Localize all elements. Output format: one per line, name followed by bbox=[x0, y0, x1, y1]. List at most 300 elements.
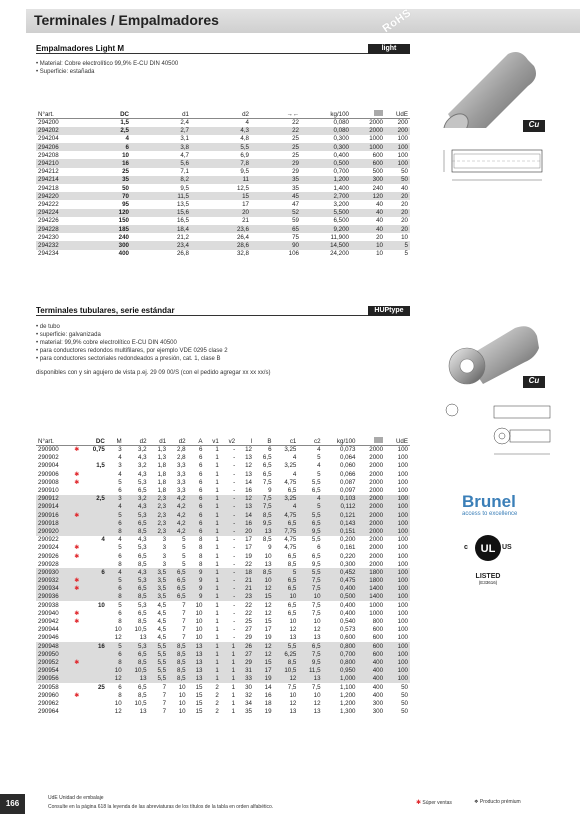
table-cell: 6,5 bbox=[124, 519, 149, 527]
table-row bbox=[36, 135, 410, 143]
table-cell bbox=[82, 691, 107, 699]
table-row bbox=[36, 446, 410, 454]
table-row bbox=[36, 609, 410, 617]
table-cell: 3 bbox=[107, 495, 124, 503]
table-cell: 11,900 bbox=[330, 233, 349, 241]
table-row bbox=[36, 568, 410, 576]
table-cell: 294218 bbox=[38, 184, 59, 192]
table-cell bbox=[82, 658, 107, 666]
ul-c: c bbox=[464, 544, 468, 551]
star-marker: ✱ bbox=[74, 545, 80, 552]
table-cell: 6,5 bbox=[168, 568, 188, 576]
column-header: kg/100 bbox=[301, 110, 351, 119]
table-cell: 10 bbox=[195, 626, 203, 634]
table-cell: 0,500 bbox=[323, 593, 358, 601]
table-cell: 0,400 bbox=[340, 601, 356, 609]
table-cell: 6 bbox=[199, 462, 203, 470]
legend-premium-label: Producto prémium bbox=[479, 799, 521, 805]
table-cell: 100 bbox=[385, 658, 410, 666]
table-cell: 16 bbox=[264, 691, 272, 699]
table-cell: 8 bbox=[199, 560, 203, 568]
table-cell: 290940 bbox=[38, 609, 59, 617]
legend-premium bbox=[474, 799, 521, 805]
table-cell: 4,3 bbox=[124, 568, 149, 576]
table-cell: 100 bbox=[397, 151, 408, 159]
table-cell: 6 bbox=[118, 552, 122, 560]
table-cell: 10 bbox=[114, 626, 122, 634]
table-cell: 2000 bbox=[369, 470, 384, 478]
table-cell: 6 bbox=[199, 470, 203, 478]
table-cell: 3 bbox=[118, 462, 122, 470]
table-cell: 24,200 bbox=[330, 250, 349, 258]
huptype-tag: HUPtype bbox=[368, 306, 410, 316]
table-cell: 19 bbox=[264, 708, 272, 716]
table-cell: 20 bbox=[385, 225, 410, 233]
table-row bbox=[36, 503, 410, 511]
table-cell: 7 bbox=[182, 626, 186, 634]
table-cell: 6,5 bbox=[168, 593, 188, 601]
table-cell: 0,060 bbox=[340, 462, 356, 470]
table-cell: 5 bbox=[182, 552, 186, 560]
table-cell: 4,75 bbox=[284, 478, 297, 486]
table-cell: 3,3 bbox=[177, 487, 186, 495]
table-cell: 16 bbox=[91, 159, 131, 167]
table-cell: 6,5 bbox=[137, 487, 147, 495]
table-cell: 294234 bbox=[38, 250, 59, 258]
table-cell: 5 bbox=[107, 511, 124, 519]
table-cell: 294228 bbox=[36, 225, 91, 233]
table-cell: 25 bbox=[97, 683, 105, 691]
table-cell: 500 bbox=[372, 168, 383, 176]
table-cell: 290954 bbox=[36, 667, 74, 675]
table-cell: 33 bbox=[237, 675, 254, 683]
table-cell: 8 bbox=[199, 544, 203, 552]
table-cell: 4 bbox=[118, 454, 122, 462]
table-cell: 18,4 bbox=[131, 225, 191, 233]
table-cell: 6,9 bbox=[240, 151, 249, 159]
table-cell: 1 bbox=[215, 487, 219, 495]
table-row bbox=[36, 577, 410, 585]
table-cell: 13 bbox=[289, 634, 297, 642]
star-marker: ✱ bbox=[74, 471, 80, 478]
table-cell: 9 bbox=[188, 577, 205, 585]
star-marker: ✱ bbox=[74, 577, 82, 585]
star-marker: ✱ bbox=[74, 610, 80, 617]
table-cell: 5,5 bbox=[311, 478, 321, 486]
table-cell: 13 bbox=[313, 634, 321, 642]
table-cell: 29 bbox=[237, 658, 254, 666]
table-cell: 8 bbox=[107, 593, 124, 601]
table-cell: 13 bbox=[245, 454, 252, 462]
table-cell: 4,3 bbox=[124, 503, 149, 511]
table-cell: 4,5 bbox=[157, 618, 167, 626]
table-cell: 4,7 bbox=[180, 151, 189, 159]
table-cell: 10 bbox=[264, 552, 272, 560]
table-cell: 16,5 bbox=[176, 217, 189, 225]
table-cell: 1,200 bbox=[340, 691, 356, 699]
table-cell: 100 bbox=[385, 667, 410, 675]
table-cell: 3,3 bbox=[177, 470, 186, 478]
table-cell: 240 bbox=[372, 184, 383, 192]
table-cell: 4,2 bbox=[168, 511, 188, 519]
table-row bbox=[36, 552, 410, 560]
table-cell: 6 bbox=[118, 683, 122, 691]
table-cell: 12 bbox=[245, 446, 252, 454]
table-cell: - bbox=[233, 487, 236, 495]
table-row bbox=[36, 209, 410, 217]
table-cell: 5 bbox=[404, 250, 408, 258]
table-cell: 290936 bbox=[36, 593, 74, 601]
table-cell: 29 bbox=[245, 634, 252, 642]
table-cell: 4 bbox=[245, 119, 249, 127]
table-cell: 0,087 bbox=[340, 478, 356, 486]
table-cell: 3,2 bbox=[124, 495, 149, 503]
table-cell: 4 bbox=[107, 568, 124, 576]
table-cell: 13 bbox=[188, 675, 205, 683]
table-cell: 294210 bbox=[36, 159, 91, 167]
column-header: M bbox=[107, 437, 124, 446]
table-cell: 100 bbox=[397, 634, 408, 642]
table-cell: 7 bbox=[162, 708, 167, 716]
table-cell: 0,151 bbox=[323, 527, 358, 535]
table-cell: 7,5 bbox=[311, 609, 321, 617]
table-cell: 5,5 bbox=[149, 667, 169, 675]
box-icon bbox=[374, 110, 383, 116]
listed-label: LISTED bbox=[475, 573, 501, 580]
table-cell: 3,25 bbox=[284, 462, 297, 470]
table-cell: 40 bbox=[351, 209, 385, 217]
table-cell: 290910 bbox=[38, 487, 59, 495]
table-cell: 294224 bbox=[36, 209, 91, 217]
table-cell: 8,5 bbox=[168, 650, 188, 658]
table-cell: 8 bbox=[107, 527, 124, 535]
table-row bbox=[36, 544, 410, 552]
table-cell: 10 bbox=[107, 667, 124, 675]
table-row bbox=[36, 650, 410, 658]
table-cell: 27 bbox=[237, 650, 254, 658]
table-cell: - bbox=[221, 568, 237, 576]
table-cell: 3 bbox=[162, 560, 167, 568]
table-row bbox=[36, 176, 410, 184]
page-header bbox=[26, 9, 580, 33]
table-cell: 5,5 bbox=[149, 675, 169, 683]
table-cell: 22 bbox=[292, 119, 299, 127]
table-cell: 8,2 bbox=[131, 176, 191, 184]
table-cell: 100 bbox=[397, 626, 408, 634]
table-cell: 4,5 bbox=[157, 601, 167, 609]
table-cell: - bbox=[221, 577, 237, 585]
table-cell: 2,5 bbox=[91, 127, 131, 135]
table-cell: 290938 bbox=[38, 601, 59, 609]
terminal-table bbox=[36, 437, 410, 716]
table-cell: 0,143 bbox=[323, 519, 358, 527]
table-cell: 4 bbox=[101, 536, 105, 544]
table-cell: 4,5 bbox=[157, 634, 167, 642]
table-cell: 40 bbox=[351, 225, 385, 233]
table-cell: 30 bbox=[245, 683, 252, 691]
table-cell: - bbox=[233, 536, 236, 544]
column-header: DC bbox=[91, 110, 131, 119]
table-cell: 5,5 bbox=[149, 658, 169, 666]
table-cell: 3,1 bbox=[180, 135, 189, 143]
table-cell: 16 bbox=[82, 642, 107, 650]
table-cell: 10 bbox=[97, 601, 105, 609]
table-cell: 7 bbox=[162, 683, 167, 691]
table-cell bbox=[82, 667, 107, 675]
table-cell: 2000 bbox=[369, 487, 384, 495]
table-cell: 5,3 bbox=[124, 511, 149, 519]
table-cell: 294208 bbox=[38, 151, 59, 159]
table-cell: 0,161 bbox=[340, 544, 356, 552]
table-cell: 19 bbox=[254, 675, 274, 683]
table-cell: 1 bbox=[204, 568, 220, 576]
table-cell: 6,5 bbox=[137, 609, 147, 617]
star-marker bbox=[74, 699, 82, 707]
table-cell: 0,097 bbox=[340, 487, 356, 495]
table-cell bbox=[82, 626, 107, 634]
table-cell: 200 bbox=[385, 127, 410, 135]
table-cell: 1,8 bbox=[157, 487, 167, 495]
table-row bbox=[36, 486, 410, 494]
table-row bbox=[36, 119, 410, 127]
table-cell: 2,7 bbox=[131, 127, 191, 135]
table-cell: 4 bbox=[118, 470, 122, 478]
table-cell: 3 bbox=[162, 536, 167, 544]
table-cell bbox=[82, 503, 107, 511]
table-cell: 100 bbox=[397, 544, 408, 552]
table-cell: 6 bbox=[199, 487, 203, 495]
table-cell: 7,75 bbox=[274, 527, 299, 535]
table-cell: 11,5 bbox=[131, 192, 191, 200]
table-cell: 290952 bbox=[36, 658, 74, 666]
star-marker bbox=[74, 667, 82, 675]
table-cell: 2000 bbox=[358, 527, 386, 535]
table-cell bbox=[82, 634, 107, 642]
table-cell: 5,3 bbox=[137, 601, 147, 609]
table-cell: 1,100 bbox=[340, 683, 356, 691]
table-cell: 294212 bbox=[38, 168, 59, 176]
table-cell: 300 bbox=[372, 699, 384, 707]
table-cell: 1,8 bbox=[157, 470, 167, 478]
table-cell: 1,000 bbox=[323, 675, 358, 683]
table-cell: 8 bbox=[107, 658, 124, 666]
table-cell: 6,5 bbox=[124, 650, 149, 658]
table-cell: 20 bbox=[376, 233, 383, 241]
table-cell: 5,3 bbox=[124, 642, 149, 650]
table-cell: 6,5 bbox=[287, 601, 297, 609]
table-cell: 3,25 bbox=[274, 495, 299, 503]
table-cell: 21,2 bbox=[176, 233, 189, 241]
table-cell: 5,3 bbox=[137, 478, 147, 486]
table-cell: 0,400 bbox=[323, 585, 358, 593]
table-cell: 1 bbox=[204, 642, 220, 650]
table-cell: 13 bbox=[254, 527, 274, 535]
table-cell: 0,700 bbox=[333, 168, 349, 176]
table-cell: 10 bbox=[401, 233, 408, 241]
table-row bbox=[36, 168, 410, 176]
table-cell: 2000 bbox=[369, 552, 384, 560]
table-cell: 65 bbox=[251, 225, 301, 233]
table-cell: 1,200 bbox=[301, 176, 351, 184]
table-cell: 5 bbox=[385, 241, 410, 249]
table-cell: 10 bbox=[376, 250, 383, 258]
premium-icon: ❖ bbox=[474, 799, 479, 805]
table-cell: 0,75 bbox=[92, 446, 105, 454]
table-cell: 5,3 bbox=[137, 544, 147, 552]
table-cell: 22 bbox=[251, 127, 301, 135]
ul-listed-logo bbox=[464, 532, 512, 588]
table-cell: 100 bbox=[397, 454, 408, 462]
table-cell: 6 bbox=[188, 511, 205, 519]
table-row bbox=[36, 159, 410, 167]
table-cell: 2000 bbox=[358, 511, 386, 519]
table-cell: 8,5 bbox=[124, 527, 149, 535]
table-cell: 8,5 bbox=[168, 667, 188, 675]
star-marker: ✱ bbox=[74, 692, 80, 699]
table-cell: 52 bbox=[251, 209, 301, 217]
table-cell: 4,3 bbox=[191, 127, 251, 135]
table-cell: 22 bbox=[245, 560, 252, 568]
table-cell: 9 bbox=[268, 544, 272, 552]
table-cell: 0,200 bbox=[340, 536, 356, 544]
table-row bbox=[36, 184, 410, 192]
legend-bestseller-label: Súper ventas bbox=[422, 800, 452, 806]
table-cell: 26,4 bbox=[236, 233, 249, 241]
star-marker bbox=[74, 568, 82, 576]
table-cell: 300 bbox=[351, 176, 385, 184]
table-cell bbox=[82, 470, 107, 478]
table-cell: 0,950 bbox=[323, 667, 358, 675]
table-cell: 0,066 bbox=[340, 470, 356, 478]
table-cell: 4 bbox=[125, 135, 129, 143]
table-cell: 9,5 bbox=[298, 658, 322, 666]
table-cell: 2000 bbox=[351, 127, 385, 135]
page-title: Terminales / Empalmadores bbox=[34, 12, 219, 28]
table-cell: 7,5 bbox=[287, 683, 297, 691]
table-cell: 200 bbox=[397, 119, 408, 127]
table-cell: 47 bbox=[292, 200, 299, 208]
table-row bbox=[36, 560, 410, 568]
table-cell: 1,300 bbox=[340, 708, 356, 716]
table-cell: 0,400 bbox=[340, 609, 356, 617]
table-cell: 1 bbox=[215, 470, 219, 478]
column-header: B bbox=[254, 437, 274, 446]
table-cell: 14 bbox=[237, 511, 254, 519]
star-marker bbox=[74, 675, 82, 683]
column-header: N°art. bbox=[36, 437, 82, 446]
star-marker: ✱ bbox=[74, 511, 82, 519]
table-cell: 13 bbox=[298, 675, 322, 683]
table-cell: 290902 bbox=[38, 454, 59, 462]
star-marker bbox=[74, 634, 82, 642]
table-cell: 290964 bbox=[38, 708, 59, 716]
table-cell: - bbox=[233, 634, 236, 642]
table-cell: 185 bbox=[91, 225, 131, 233]
table-cell: 1 bbox=[215, 454, 219, 462]
column-header: A bbox=[188, 437, 205, 446]
table-cell: 100 bbox=[385, 585, 410, 593]
table-cell: 26,8 bbox=[176, 250, 189, 258]
table-cell: 600 bbox=[372, 151, 383, 159]
table-cell: 18 bbox=[264, 699, 272, 707]
table-cell: 4 bbox=[292, 470, 297, 478]
table-cell: 4,3 bbox=[137, 536, 147, 544]
table-cell: 13 bbox=[139, 634, 147, 642]
ul-us: US bbox=[502, 544, 512, 551]
table-cell: 21 bbox=[242, 217, 249, 225]
table-row bbox=[36, 691, 410, 699]
section2-title: Terminales tubulares, serie estándar bbox=[36, 306, 410, 316]
table-cell: 290956 bbox=[36, 675, 74, 683]
table-cell: 290932 bbox=[36, 577, 74, 585]
table-cell: 15 bbox=[195, 683, 203, 691]
star-marker bbox=[74, 519, 82, 527]
table-cell: 12 bbox=[289, 626, 297, 634]
table-cell: 0,700 bbox=[323, 650, 358, 658]
table-cell: 0,300 bbox=[340, 560, 356, 568]
table-cell: 12 bbox=[313, 626, 321, 634]
table-cell: 6 bbox=[199, 454, 203, 462]
table-cell: 4 bbox=[118, 536, 122, 544]
rohs-logo: RoHS bbox=[380, 6, 414, 36]
left-margin bbox=[0, 9, 22, 791]
table-cell: 10 bbox=[351, 241, 385, 249]
table-cell: 2 bbox=[215, 699, 219, 707]
table-cell bbox=[82, 478, 107, 486]
table-cell: 12 bbox=[107, 675, 124, 683]
table-cell: 1 bbox=[231, 691, 236, 699]
star-icon: ✱ bbox=[416, 800, 422, 806]
table-cell: 1800 bbox=[358, 568, 386, 576]
table-cell: 1 bbox=[204, 495, 220, 503]
table-cell: 20 bbox=[401, 200, 408, 208]
table-cell: 8,5 bbox=[137, 560, 147, 568]
table-cell: 100 bbox=[397, 478, 408, 486]
table-cell: 100 bbox=[397, 135, 408, 143]
table-cell: 1000 bbox=[369, 609, 384, 617]
table-cell: 5 bbox=[118, 544, 122, 552]
table-cell: - bbox=[233, 618, 236, 626]
star-marker bbox=[74, 454, 82, 462]
table-cell: 13 bbox=[264, 560, 272, 568]
table-cell: 1,3 bbox=[157, 454, 167, 462]
table-cell bbox=[82, 544, 107, 552]
table-cell: 12 bbox=[274, 675, 299, 683]
table-cell: 0,300 bbox=[333, 135, 349, 143]
table-cell: 0,540 bbox=[340, 618, 356, 626]
table-cell: 14 bbox=[264, 683, 272, 691]
table-cell bbox=[82, 560, 107, 568]
table-cell: 294220 bbox=[36, 192, 91, 200]
table-cell bbox=[82, 617, 107, 625]
table-cell: 5 bbox=[182, 536, 186, 544]
table-cell bbox=[82, 552, 107, 560]
table-row bbox=[36, 127, 410, 135]
table-cell: 12 bbox=[254, 650, 274, 658]
table-cell: 5 bbox=[107, 642, 124, 650]
table-cell: - bbox=[233, 462, 236, 470]
table-cell: 6,5 bbox=[274, 577, 299, 585]
table-cell: 6,5 bbox=[298, 642, 322, 650]
table-cell: 59 bbox=[292, 217, 299, 225]
table-cell: 0,103 bbox=[323, 495, 358, 503]
table-cell: 1 bbox=[231, 708, 236, 716]
table-cell: 23 bbox=[237, 593, 254, 601]
table-cell: 1 bbox=[204, 519, 220, 527]
star-marker bbox=[74, 495, 82, 503]
table-cell: 294226 bbox=[38, 217, 59, 225]
table-cell: 100 bbox=[385, 568, 410, 576]
